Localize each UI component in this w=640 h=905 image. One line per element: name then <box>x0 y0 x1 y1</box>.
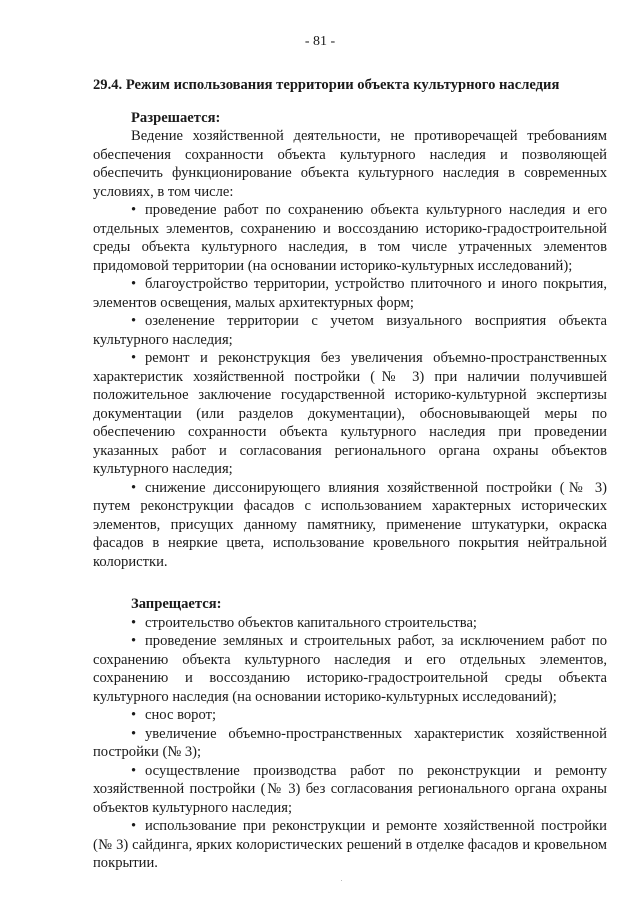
list-item-text: строительство объектов капитального строительства; <box>145 614 477 631</box>
allowed-intro: Ведение хозяйственной деятельности, не противоречащей требованиям обеспечения сохранности объекта культурного наследия и позволяющей обеспечить функционирование объекта культурного наследия в современных условиях, в том числе: <box>93 128 607 200</box>
bullet-icon: • <box>131 350 137 366</box>
list-item-text: проведение работ по сохранению объекта культурного наследия и его отдельных элементов, сохранению и воссозданию историко-градостроительной среды объекта культурного наследия, в том числе утраченных элементов придомовой территории (на основании историко-культурных исследований); <box>93 202 607 274</box>
bullet-icon: • <box>131 633 137 649</box>
allowed-list <box>93 201 607 571</box>
prohibited-list <box>93 614 607 873</box>
bullet-icon: • <box>131 707 137 723</box>
list-item <box>93 762 607 818</box>
list-item-text: снижение диссонирующего влияния хозяйственной постройки (№ 3) путем реконструкции фасадов с использованием характерных исторических элементов, присущих данному памятнику, применение штукатурки, окраска фасадов в неяркие цвета, использование кровельного покрытия нейтральной колористки. <box>93 479 607 570</box>
list-item-text: увеличение объемно-пространственных характеристик хозяйственной постройки (№ 3); <box>93 725 607 760</box>
bullet-icon: • <box>131 202 137 218</box>
section-spacer <box>93 571 607 595</box>
bullet-icon: • <box>131 725 137 742</box>
bullet-icon: • <box>131 276 137 292</box>
list-item-text: озеленение территории с учетом визуального восприятия объекта культурного наследия; <box>93 313 607 348</box>
page-number: - 81 - <box>304 34 336 49</box>
list-item-text: снос ворот; <box>145 707 216 723</box>
list-item-text: ремонт и реконструкция без увеличения объемно-пространственных характеристик хозяйственной постройки (№ 3) при наличии получившей положительное заключение государственной историко-культурной экспертизы документации (или разделов документации), обосновывающей меры по обеспечению сохранности объекта культурного наследия при проведении указанных работ и согласования регионального органа охраны объектов культурного наследия; <box>93 350 607 477</box>
scan-speck <box>341 880 342 881</box>
bullet-icon: • <box>131 614 137 631</box>
list-item <box>93 817 607 873</box>
list-item-text: использование при реконструкции и ремонте хозяйственной постройки (№ 3) сайдинга, ярких колористических решений в отделке фасадов и кровельном покрытии. <box>93 818 607 871</box>
bullet-icon: • <box>131 313 137 329</box>
document-body <box>93 76 607 873</box>
bullet-icon: • <box>131 762 137 779</box>
list-item-text: проведение земляных и строительных работ, за исключением работ по сохранению объекта культурного наследия и его отдельных элементов, сохранению и воссозданию историко-градостроительной среды объекта культурного наследия (на основании историко-культурных исследований); <box>93 633 607 705</box>
list-item <box>93 614 607 633</box>
bullet-icon: • <box>131 479 137 496</box>
list-item-text: благоустройство территории, устройство плиточного и иного покрытия, элементов освещения, малых архитектурных форм; <box>93 276 607 311</box>
bullet-icon: • <box>131 818 137 834</box>
list-item <box>93 479 607 572</box>
list-item <box>93 201 607 275</box>
section-title: 29.4. Режим использования территории объекта культурного наследия <box>93 77 560 93</box>
list-item <box>93 275 607 312</box>
allowed-heading: Разрешается: <box>131 109 221 126</box>
list-item <box>93 312 607 349</box>
list-item <box>93 349 607 479</box>
list-item <box>93 725 607 762</box>
prohibited-heading: Запрещается: <box>131 596 222 612</box>
list-item-text: осуществление производства работ по реконструкции и ремонту хозяйственной постройки (№ 3) без согласования регионального органа охраны объектов культурного наследия; <box>93 762 607 816</box>
list-item <box>93 706 607 725</box>
list-item <box>93 632 607 706</box>
